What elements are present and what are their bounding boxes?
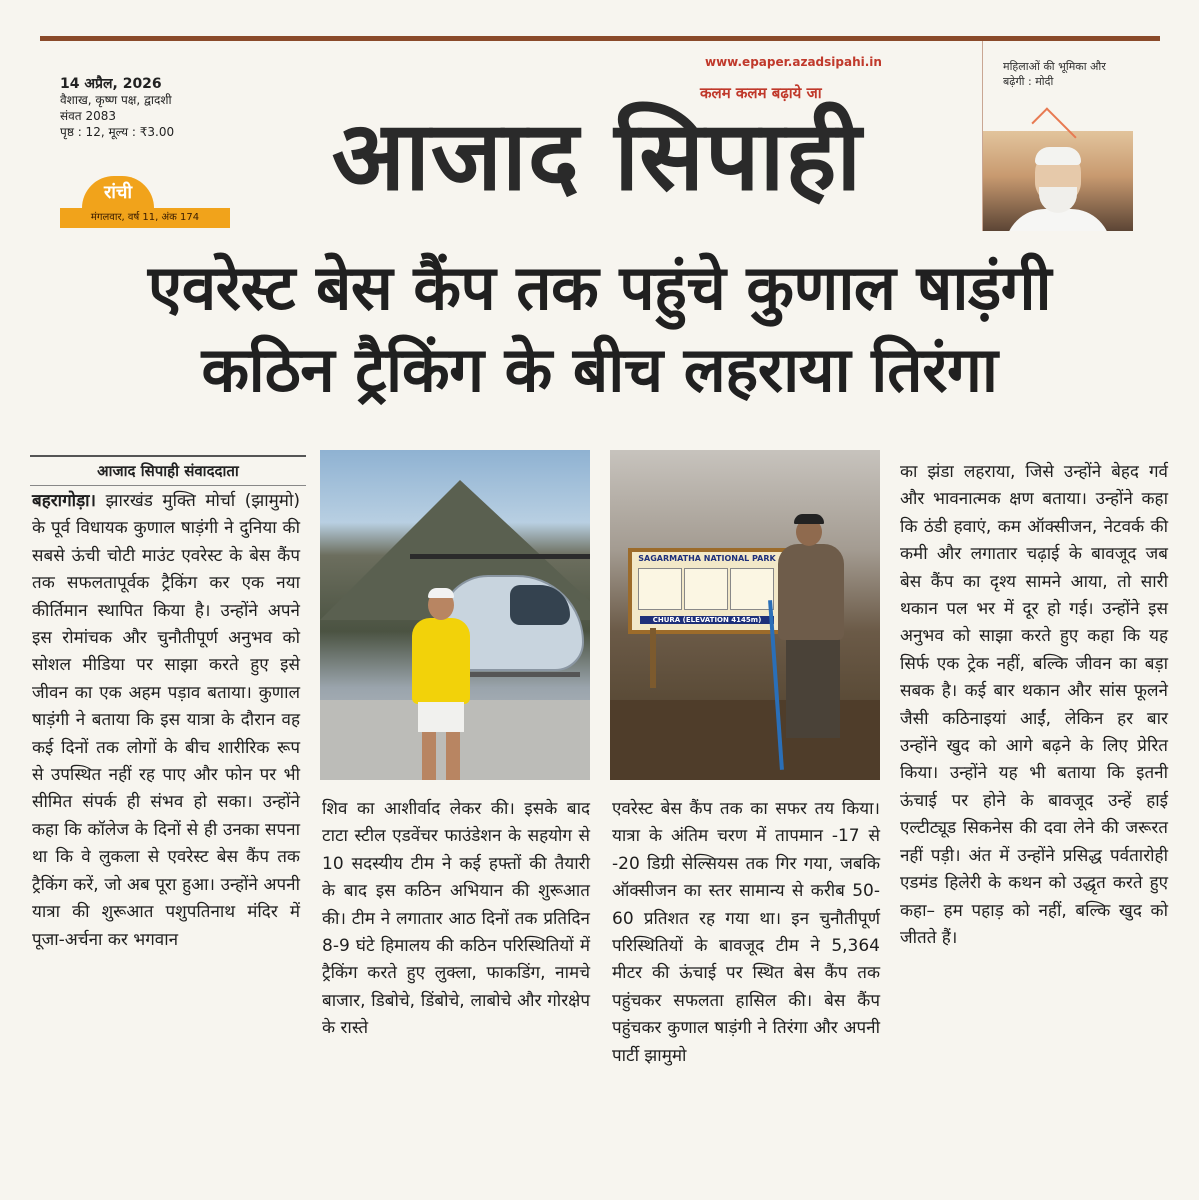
article-column-1	[32, 488, 300, 954]
man-yellow-hoodie	[412, 618, 470, 704]
headline-line-1: एवरेस्ट बेस कैंप तक पहुंचे कुणाल षाड़ंगी	[147, 251, 1052, 324]
tagline: कलम कलम बढ़ाये जा	[700, 84, 822, 102]
photo-sagarmatha-sign	[610, 450, 880, 780]
promo-text: महिलाओं की भूमिका और बढ़ेगी : मोदी	[1003, 60, 1106, 88]
helicopter-skid	[460, 672, 580, 677]
byline: आजाद सिपाही संवाददाता	[30, 455, 306, 486]
website-link[interactable]: www.epaper.azadsipahi.in	[705, 55, 882, 69]
sign-footer: CHURA (ELEVATION 4145m)	[640, 616, 774, 624]
sign-title: SAGARMATHA NATIONAL PARK	[638, 554, 776, 563]
article-column-4: का झंडा लहराया, जिसे उन्होंने बेहद गर्व और भावनात्मक क्षण बताया। उन्होंने कहा कि ठंडी हवाएं, कम ऑक्सीजन, नेटवर्क की कमी और लगातार चढ़ाई के बावजूद जब बेस कैंप का दृश्य सामने आया, तो सारी थकान पल भर में दूर हो गई। उन्होंने इस अनुभव को साझा करते हुए कहा कि यह सिर्फ एक ट्रेक नहीं, बल्कि जीवन का बड़ा सबक है। कई बार थकान और सांस फूलने जैसी कठिनाइयां आईं, लेकिन हर बार उन्होंने खुद को आगे बढ़ने के लिए प्रेरित किया। उन्होंने यह भी बताया कि इतनी ऊंचाई पर होने के बावजूद उन्हें हाई एल्टीट्यूड सिकनेस की दवा लेने की जरूरत नहीं पड़ी। अंत में उन्होंने प्रसिद्ध पर्वतारोही एडमंड हिलेरी के कथन को उद्धृत करते हुए कहा– हम पहाड़ को नहीं, बल्कि खुद को जीतते हैं।	[900, 462, 1168, 948]
column-1-text: झारखंड मुक्ति मोर्चा (झामुमो) के पूर्व विधायक कुणाल षाड़ंगी ने दुनिया की सबसे ऊंची चोटी माउंट एवरेस्ट के बेस कैंप तक सफलतापूर्वक ट्रैकिंग कर एक नया कीर्तिमान स्थापित किया है। उन्होंने अपने इस रोमांचक और चुनौतीपूर्ण अनुभव को सोशल मीडिया पर साझा करते हुए इसे जीवन का एक अहम पड़ाव बताया। कुणाल षाड़ंगी ने बताया कि इस यात्रा के दौरान वह कई दिनों तक लोगों के बीच शारीरिक रूप से उपस्थित नहीं रह पाए और फोन पर भी सीमित संपर्क ही संभव हो सका। उन्होंने कहा कि कॉलेज के दिनों से ही उनका सपना था कि वे लुकला से एवरेस्ट बेस कैंप तक ट्रैकिंग करें, जो अब पूरा हुआ। उन्होंने अपनी यात्रा की शुरूआत पशुपतिनाथ मंदिर में पूजा-अर्चना कर भगवान	[32, 491, 300, 950]
sign-panel-left	[638, 568, 682, 610]
date-block	[60, 76, 174, 140]
headline	[28, 247, 1171, 411]
city-badge	[60, 176, 230, 226]
issue-info: मंगलवार, वर्ष 11, अंक 174	[60, 208, 230, 228]
dateline: बहरागोड़ा।	[32, 491, 97, 511]
hiker-jacket	[778, 544, 844, 640]
panchang-line-2: संवत 2083	[60, 109, 116, 123]
masthead	[40, 41, 1160, 233]
pages-price: पृष्ठ : 12, मूल्य : ₹3.00	[60, 125, 175, 139]
article-column-3: एवरेस्ट बेस कैंप तक का सफर तय किया। यात्रा के अंतिम चरण में तापमान -17 से -20 डिग्री सेल्सियस तक गिर गया, जबकि ऑक्सीजन का स्तर सामान्य से करीब 50-60 प्रतिशत रह गया था। इन चुनौतीपूर्ण परिस्थितियों के बावजूद टीम ने 5,364 मीटर की ऊंचाई पर स्थित बेस कैंप तक पहुंचकर सफलता हासिल की। बेस कैंप पहुंचकर कुणाल षाड़ंगी ने तिरंगा और अपनी पार्टी झामुमो	[612, 799, 880, 1066]
helicopter-rotor	[410, 554, 590, 559]
article-column-2: शिव का आशीर्वाद लेकर की। इसके बाद टाटा स्टील एडवेंचर फाउंडेशन के सहयोग से 10 सदस्यीय टीम ने कई हफ्तों की तैयारी के बाद इस कठिन अभियान की शुरूआत की। टीम ने लगातार आठ दिनों तक प्रतिदिन 8-9 घंटे हिमालय की कठिन परिस्थितियों में ट्रैकिंग करते हुए लुक्ला, फाकडिंग, नामचे बाजार, डिबोचे, डिंबोचे, लाबोचे और गोरक्षेप के रास्ते	[322, 799, 590, 1039]
city-name: रांची	[82, 176, 154, 208]
sign-post	[650, 628, 656, 688]
hiker-hat	[794, 514, 824, 524]
hiker-legs	[786, 638, 840, 738]
man-cap	[428, 588, 454, 598]
man-leg-left	[422, 732, 436, 780]
panchang-line-1: वैशाख, कृष्ण पक्ष, द्वादशी	[60, 93, 172, 107]
promo-box[interactable]	[982, 41, 1133, 231]
headline-line-2: कठिन ट्रैकिंग के बीच लहराया तिरंगा	[201, 333, 998, 406]
man-leg-right	[446, 732, 460, 780]
park-sign	[628, 548, 786, 634]
sign-panel-middle	[684, 568, 728, 610]
issue-date: 14 अप्रैल, 2026	[60, 76, 162, 92]
paper-name: आजाद सिपाही	[331, 100, 863, 212]
photo-helicopter	[320, 450, 590, 780]
man-shorts	[418, 702, 464, 732]
